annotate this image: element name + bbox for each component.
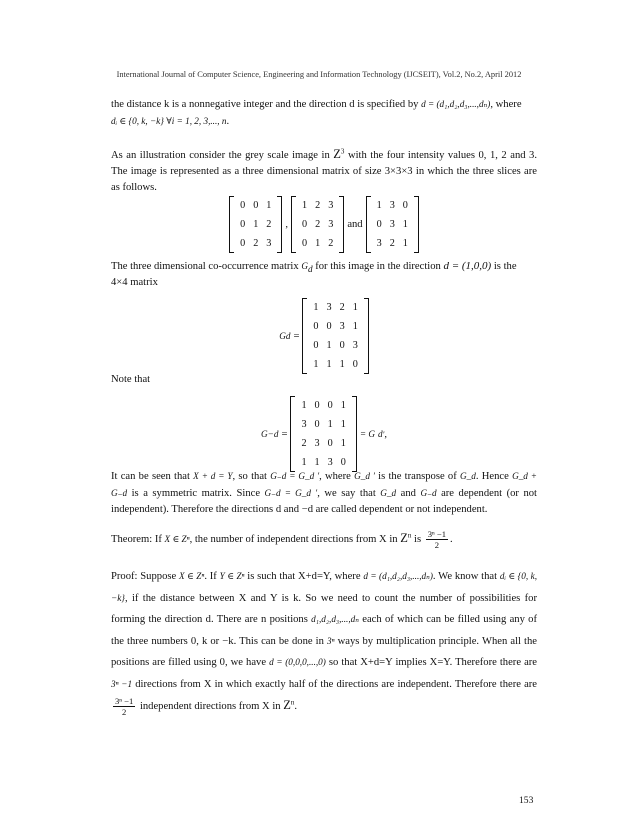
matrix-cell: 1	[340, 438, 346, 449]
math-sup: n	[290, 698, 295, 707]
equals: =	[281, 428, 288, 440]
text: , the number of independent directions from X in	[189, 533, 401, 545]
math-sub: d	[307, 264, 313, 275]
matrix-cell: 3	[352, 340, 358, 351]
math: G₋d = G_d ′	[264, 488, 318, 498]
matrix-cell: 2	[339, 302, 345, 313]
text: directions from X in which exactly half of the directions are independent. Therefore there are	[132, 678, 537, 690]
image-slices-row	[111, 196, 537, 253]
text: so that X+d=Y implies X=Y. Therefore there are	[325, 657, 538, 668]
text: , where	[490, 99, 522, 110]
math: 3ⁿ −1	[111, 678, 133, 689]
matrix-cell: 0	[402, 200, 408, 211]
matrix-cell: 3	[327, 457, 333, 468]
matrix-cell: 1	[339, 359, 345, 370]
text: , we say that	[317, 488, 381, 499]
page-number: 153	[519, 795, 534, 806]
fraction-numerator: 3ⁿ −1	[115, 696, 134, 707]
and-word: and	[347, 219, 363, 230]
math-size: 3×3×3	[384, 166, 413, 177]
math-direction: d = (1,0,0)	[443, 260, 492, 272]
matrix-cell: 2	[253, 238, 259, 249]
text: the distance k is a nonnegative integer and the direction d is specified by	[111, 99, 422, 110]
math-g: G	[261, 429, 268, 439]
text: . Hence	[475, 471, 513, 482]
matrix-cell: 1	[327, 419, 333, 430]
text: The three dimensional co-occurrence matrix	[111, 261, 302, 272]
math: X ∈ Zⁿ	[164, 533, 190, 544]
math-prime: ′	[382, 429, 385, 439]
matrix-cell: 1	[266, 200, 272, 211]
matrix-slice-1	[229, 196, 282, 253]
text: Proof: Suppose	[111, 571, 179, 582]
matrix-cell: 2	[328, 238, 334, 249]
text: with the four intensity values 0, 1, 2 and 3. The image is represented as a three dimensional matrix of size	[111, 150, 537, 177]
math: X ∈ Zⁿ	[179, 571, 205, 581]
fraction-denominator: 2	[434, 540, 440, 550]
matrix-cell: 0	[302, 238, 308, 249]
matrix-cell: 2	[301, 438, 307, 449]
matrix-cell: 3	[328, 219, 334, 230]
text: is the	[491, 261, 517, 272]
text: is a symmetric matrix. Since	[127, 488, 265, 499]
text: is	[411, 533, 424, 545]
text: each of which can be filled using any of the three numbers 0, k or −k. This can be done in	[111, 614, 537, 647]
matrix-slice-3	[366, 196, 419, 253]
text: . We know that	[432, 571, 500, 582]
matrix-cell: 0	[314, 400, 320, 411]
math-z: Z	[283, 698, 291, 712]
matrix-cell: 1	[301, 400, 307, 411]
note-label	[111, 372, 537, 388]
matrix-cell: 1	[313, 359, 319, 370]
math: 3ⁿ	[327, 635, 335, 646]
math-sup: n	[407, 531, 412, 540]
text: .	[294, 701, 298, 712]
text: .	[450, 533, 453, 545]
matrix-cell: 0	[376, 219, 382, 230]
paragraph-symmetry	[111, 468, 537, 518]
math-g: G	[279, 331, 286, 341]
matrix-cell: 2	[315, 219, 321, 230]
math-direction-vector: d = (d₁,d₂,d₃,...,dₙ)	[421, 99, 491, 109]
text: . If	[204, 571, 220, 582]
matrix-cell: 3	[328, 200, 334, 211]
matrix-cell: 1	[326, 340, 332, 351]
text: , where	[319, 471, 355, 482]
matrix-cell: 3	[326, 302, 332, 313]
matrix-cell: 1	[314, 457, 320, 468]
math: dᵢ ∈ {0, k, −k}	[111, 571, 538, 603]
matrix-cell: 0	[326, 321, 332, 332]
math-z: Z	[400, 530, 408, 545]
text: .	[226, 116, 230, 127]
equals: =	[293, 330, 300, 342]
matrix-cell: 0	[253, 200, 259, 211]
matrix-cell: 3	[314, 438, 320, 449]
text: ways by multiplication principle. When all the positions are filled using 0, we have	[111, 635, 538, 668]
theorem-statement	[111, 529, 537, 550]
matrix-cell: 0	[240, 219, 246, 230]
math-g: G	[301, 261, 308, 271]
math: G_d	[460, 471, 476, 481]
journal-header: International Journal of Computer Science, Engineering and Information Technology (IJCSEIT), Vol.2, No.2, April 2012	[116, 70, 522, 79]
math-sup: 3	[340, 147, 345, 156]
math-size: 4×4	[111, 277, 128, 288]
math: G_d + G₋d	[111, 471, 537, 498]
math: d₁,d₂,d₃,...,dₙ	[311, 614, 359, 624]
text: is the transpose of	[374, 471, 461, 482]
paragraph-illustration	[111, 146, 537, 196]
paragraph-direction-definition	[111, 96, 537, 130]
matrix-cell: 2	[389, 238, 395, 249]
matrix-cell: 3	[301, 419, 307, 430]
text: independent directions from X in	[137, 701, 284, 712]
text: , if the distance between X and Y is k. So we need to count the number of possibilities for forming the direction d. There are n positions	[111, 592, 537, 625]
matrix-cell: 2	[315, 200, 321, 211]
matrix-cell: 1	[352, 302, 358, 313]
math-direction-components: dᵢ ∈ {0, k, −k} ∀i = 1, 2, 3,..., n	[111, 116, 227, 126]
math: G_d	[380, 488, 397, 498]
matrix-cell: 0	[327, 438, 333, 449]
matrix-cell: 1	[352, 321, 358, 332]
matrix-gd	[302, 298, 368, 374]
math: G₋d = G_d ′	[270, 471, 320, 481]
math: Y ∈ Zⁿ	[219, 571, 245, 581]
fraction-numerator: 3ⁿ −1	[427, 529, 447, 539]
text: Theorem: If	[111, 533, 165, 545]
matrix-cell: 0	[339, 340, 345, 351]
matrix-cell: 1	[402, 238, 408, 249]
text: It can be seen that	[111, 471, 194, 482]
gd-matrix-row: G d = 1 3 2 1 0 0 3 1 0 1 0 3 1 1 1 0	[111, 298, 537, 374]
proof-paragraph	[111, 566, 537, 718]
text: matrix	[127, 277, 158, 288]
matrix-cell: 3	[389, 200, 395, 211]
matrix-cell: 1	[326, 359, 332, 370]
text: for this image in the direction	[312, 261, 444, 272]
comma: ,	[384, 428, 387, 440]
matrix-cell: 0	[327, 400, 333, 411]
matrix-cell: 1	[315, 238, 321, 249]
matrix-cell: 1	[313, 302, 319, 313]
matrix-cell: 0	[313, 321, 319, 332]
text: is such that X+d=Y, where	[244, 571, 364, 582]
text: As an illustration consider the grey scale image in	[111, 150, 334, 161]
math: d = (0,0,0,...,0)	[269, 657, 326, 667]
matrix-g-minus-d	[290, 396, 356, 472]
paragraph-cooccurrence	[111, 258, 537, 291]
math-z: Z	[333, 147, 341, 161]
matrix-cell: 1	[302, 200, 308, 211]
matrix-cell: 0	[302, 219, 308, 230]
matrix-slice-2	[291, 196, 344, 253]
matrix-cell: 0	[240, 238, 246, 249]
fraction	[113, 696, 135, 717]
matrix-cell: 1	[376, 200, 382, 211]
matrix-cell: 0	[352, 359, 358, 370]
matrix-cell: 1	[301, 457, 307, 468]
gmd-matrix-row: G −d = 1 0 0 1 3 0 1 1 2 3 0 1 1 1 3 0 = G d ′ ,	[111, 396, 537, 472]
text: are dependent (or not independent). Therefore the directions d and −d are called dependent or not independent.	[111, 488, 537, 515]
text: Note that	[111, 374, 151, 385]
text: , so that	[232, 471, 271, 482]
comma: ,	[285, 219, 289, 230]
matrix-cell: 2	[266, 219, 272, 230]
fraction	[426, 529, 448, 550]
text: and	[396, 488, 421, 499]
matrix-cell: 0	[340, 457, 346, 468]
math-g: = G	[359, 429, 375, 439]
math: X + d = Y	[193, 471, 233, 481]
text: in which the three slices are as follows.	[111, 166, 537, 193]
matrix-cell: 0	[314, 419, 320, 430]
matrix-cell: 3	[266, 238, 272, 249]
matrix-cell: 3	[389, 219, 395, 230]
matrix-cell: 0	[240, 200, 246, 211]
matrix-cell: 3	[339, 321, 345, 332]
matrix-cell: 1	[340, 400, 346, 411]
matrix-cell: 0	[313, 340, 319, 351]
matrix-cell: 3	[376, 238, 382, 249]
matrix-cell: 1	[340, 419, 346, 430]
matrix-cell: 1	[253, 219, 259, 230]
fraction-denominator: 2	[122, 707, 127, 718]
math: G_d ′	[354, 471, 375, 481]
math: G₋d	[420, 488, 437, 498]
math: d = (d₁,d₂,d₃,...,dₙ)	[363, 571, 433, 581]
matrix-cell: 1	[402, 219, 408, 230]
